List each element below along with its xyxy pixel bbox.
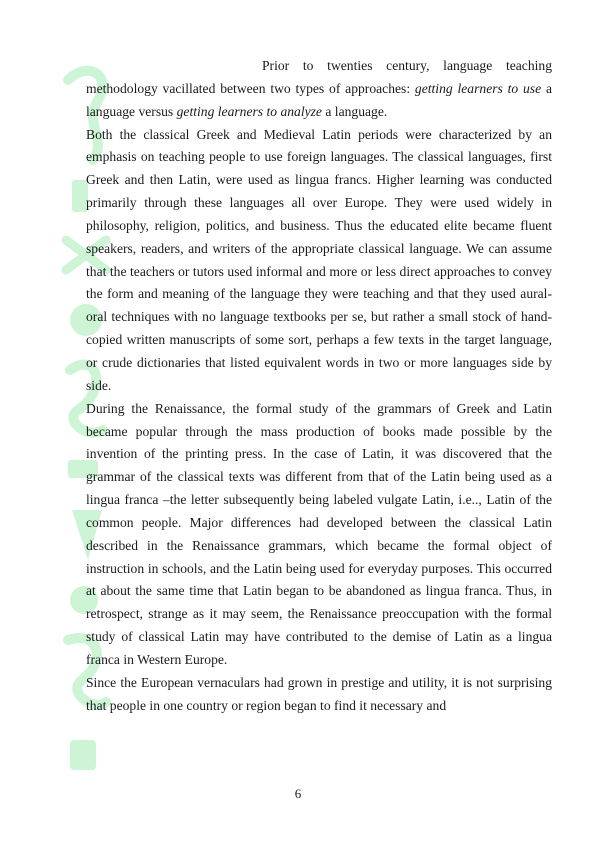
page-number: 6 <box>294 786 302 801</box>
paragraph-renaissance: During the Renaissance, the formal study of the grammars of Greek and Latin became popular through the mass production of books made possible by the invention of the printing press. In the case of Latin, it was discovered that the grammar of the classical texts was different from that of the Latin being used as a lingua franca –the letter subsequently being labeled vulgate Latin, i.e.., Latin of the common people. Major differences had developed between the classical Latin described in the Renaissance grammars, which became the formal object of instruction in schools, and the Latin being used for everyday purposes. This occurred at about the same time that Latin began to be abandoned as lingua franca. Thus, in retrospect, strange as it may seem, the Renaissance preoccupation with the formal study of classical Latin may have contributed to the demise of Latin as a lingua franca in Western Europe. <box>86 400 552 667</box>
body-text <box>86 55 552 717</box>
intro-text-3: a language. <box>321 103 388 119</box>
intro-emphasis-analyze: getting learners to analyze <box>176 103 322 119</box>
intro-text-2: a language versus <box>86 80 552 119</box>
paragraph-vernaculars: Since the European vernaculars had grown in prestige and utility, it is not surprising that people in one country or region began to find it necessary and <box>86 674 552 713</box>
intro-emphasis-use: getting learners to use <box>414 80 542 96</box>
paragraph-classical: Both the classical Greek and Medieval Latin periods were characterized by an emphasis on teaching people to use foreign languages. The classical languages, first Greek and then Latin, were used as lingua francs. Higher learning was conducted primarily through these languages all over Europe. They were used widely in philosophy, religion, politics, and business. Thus the educated elite became fluent speakers, readers, and writers of the appropriate classical language. We can assume that the teachers or tutors used informal and more or less direct approaches to convey the form and meaning of the language they were teaching and that they used aural-oral techniques with no language textbooks per se, but rather a small stock of hand-copied written manuscripts of some sort, perhaps a few texts in the target language, or crude dictionaries that listed equivalent words in two or more languages side by side. <box>86 126 552 393</box>
intro-text-1: Prior to twenties century, language teaching methodology vacillated between two types of approaches: <box>86 58 552 96</box>
paragraph-intro <box>86 55 552 124</box>
